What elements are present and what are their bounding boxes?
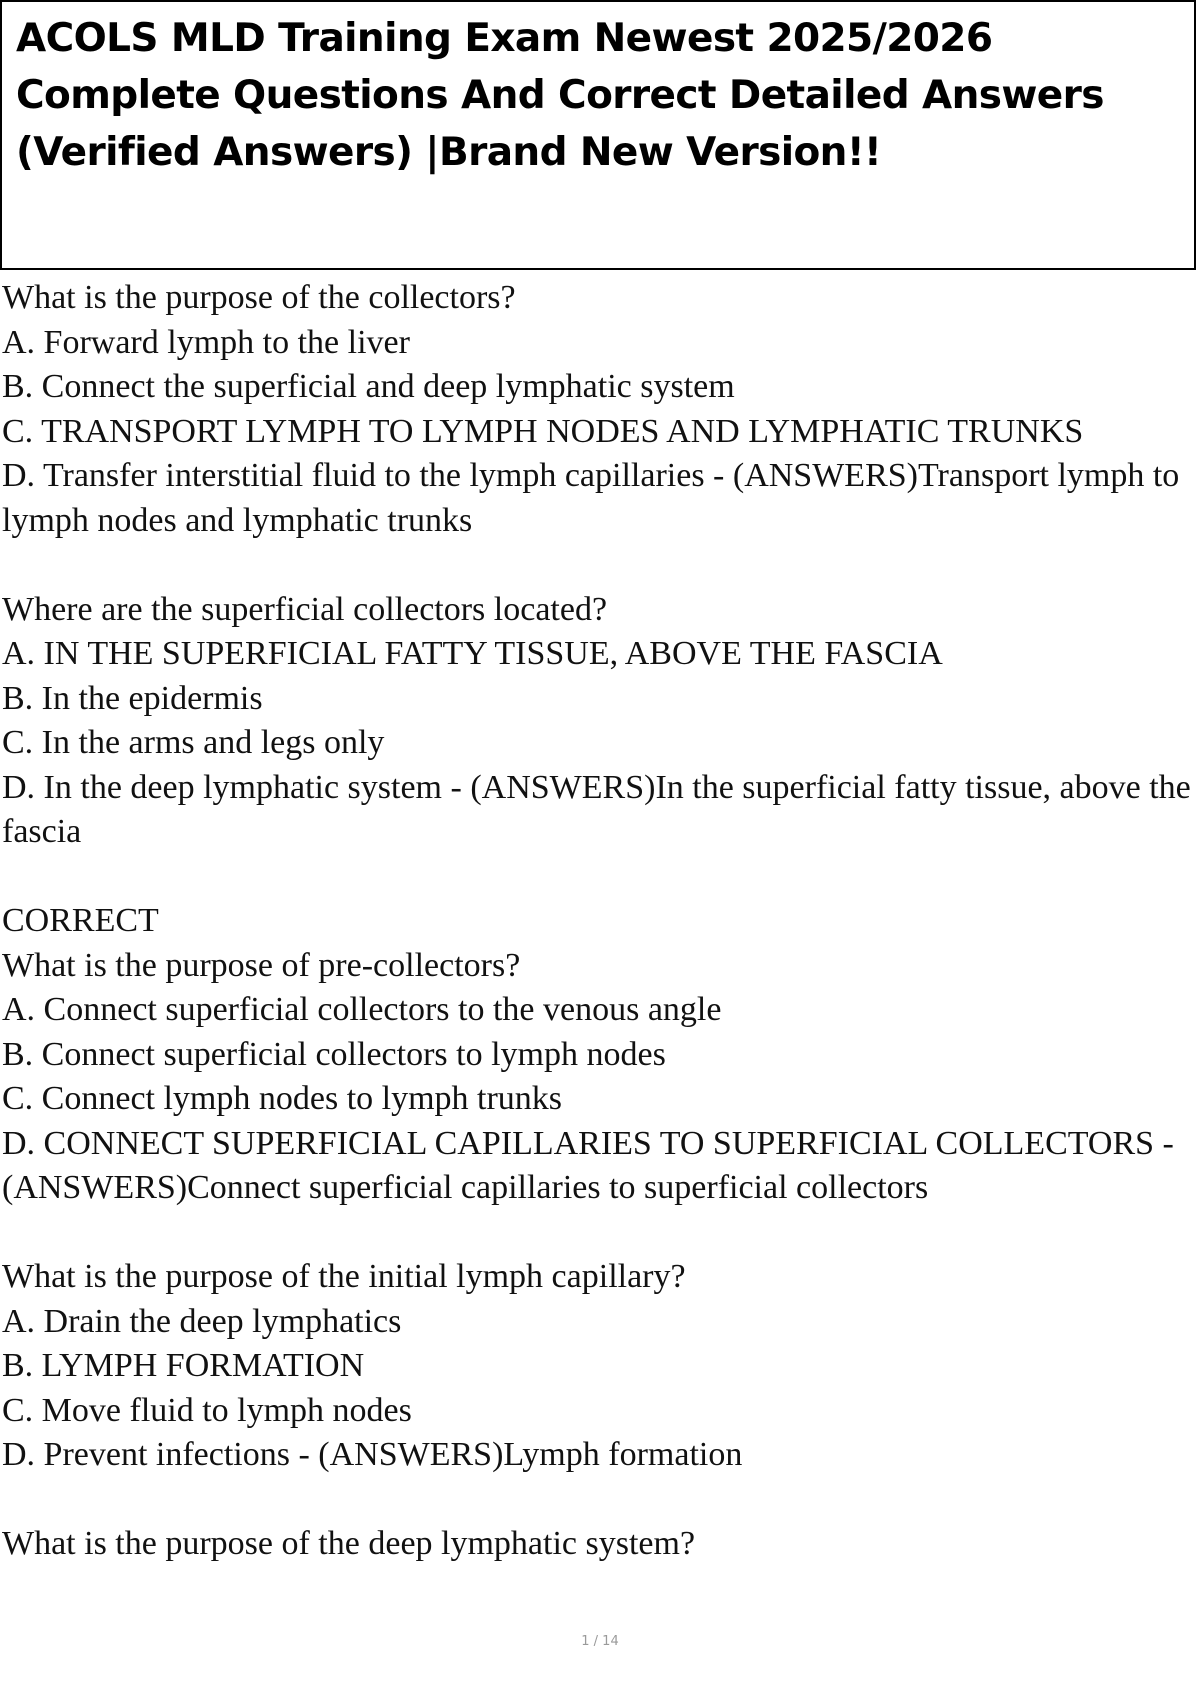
answer-option: B. Connect superficial collectors to lymph nodes — [2, 1035, 666, 1073]
answer-option: D. In the deep lymphatic system - (ANSWERS)In the superficial fatty tissue, above the fascia — [2, 768, 1191, 850]
answer-option: A. Drain the deep lymphatics — [2, 1302, 402, 1340]
question-block-1 — [2, 276, 1198, 543]
answer-option: C. Move fluid to lymph nodes — [2, 1391, 412, 1429]
question-text: What is the purpose of the deep lymphatic system? — [2, 1525, 696, 1562]
answer-option: A. IN THE SUPERFICIAL FATTY TISSUE, ABOVE THE FASCIA — [2, 635, 943, 672]
answer-option: D. CONNECT SUPERFICIAL CAPILLARIES TO SUPERFICIAL COLLECTORS - (ANSWERS)Connect superficial capillaries to superficial collectors — [2, 1124, 1174, 1206]
document-title: ACOLS MLD Training Exam Newest 2025/2026 Complete Questions And Correct Detailed Answers (Verified Answers) |Brand New Version!! — [16, 16, 1104, 175]
correct-label: CORRECT — [2, 902, 159, 939]
question-block-2 — [2, 588, 1198, 855]
question-text: What is the purpose of pre-collectors? — [2, 946, 521, 984]
question-block-4 — [2, 1255, 1198, 1478]
page-indicator: 1 / 14 — [581, 1634, 619, 1649]
answer-option: C. In the arms and legs only — [2, 724, 385, 761]
answer-option: C. Connect lymph nodes to lymph trunks — [2, 1080, 563, 1117]
answer-option: C. TRANSPORT LYMPH TO LYMPH NODES AND LYMPHATIC TRUNKS — [2, 412, 1084, 450]
title-box — [0, 0, 1196, 270]
answer-option: A. Connect superficial collectors to the venous angle — [2, 991, 722, 1028]
question-block-5 — [2, 1522, 1198, 1567]
question-block-3 — [2, 899, 1198, 1211]
question-list — [2, 276, 1198, 1567]
answer-option: D. Prevent infections - (ANSWERS)Lymph formation — [2, 1436, 743, 1473]
answer-option: B. In the epidermis — [2, 679, 263, 717]
question-text: What is the purpose of the initial lymph capillary? — [2, 1258, 686, 1295]
question-text: What is the purpose of the collectors? — [2, 279, 516, 316]
answer-option: D. Transfer interstitial fluid to the lymph capillaries - (ANSWERS)Transport lymph to lymph nodes and lymphatic trunks — [2, 457, 1180, 539]
answer-option: A. Forward lymph to the liver — [2, 323, 410, 361]
answer-option: B. Connect the superficial and deep lymphatic system — [2, 368, 735, 405]
question-text: Where are the superficial collectors located? — [2, 590, 608, 628]
answer-option: B. LYMPH FORMATION — [2, 1347, 365, 1384]
